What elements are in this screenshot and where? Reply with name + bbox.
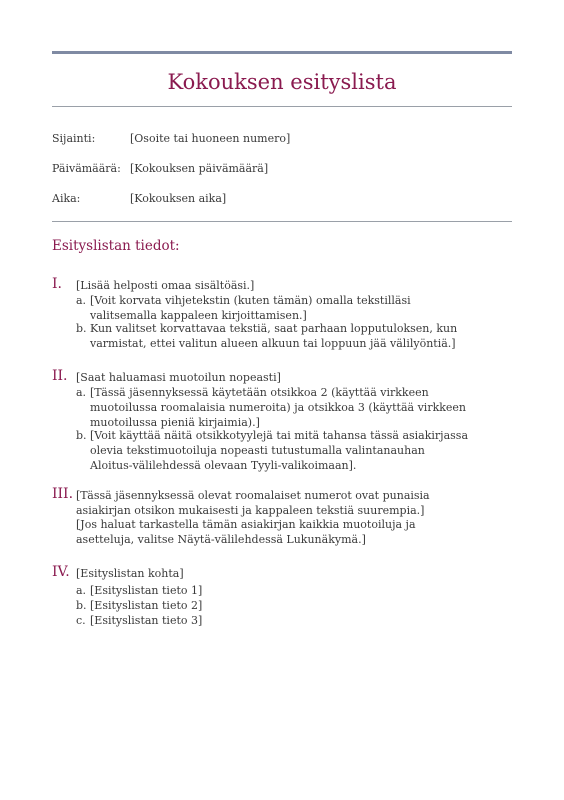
sub-letter: c. [76,614,86,627]
meta-value: [Kokouksen päivämäärä] [130,162,269,175]
sub-text: [Esityslistan tieto 1] [90,584,203,597]
sub-letter: a. [76,584,87,597]
section-heading: Esityslistan tiedot: [52,238,180,254]
meta-divider [52,221,512,222]
sub-text: Kun valitset korvattavaa tekstiä, saat parhaan lopputuloksen, kun varmistat, ettei valitun alueen alkuun tai loppuun jää välilyöntiä.] [90,322,458,350]
agenda-item-text: [Saat haluamasi muotoilun nopeasti] [76,371,281,384]
meta-value: [Kokouksen aika] [130,192,227,205]
roman-numeral: IV. [52,564,70,580]
meta-label: Päivämäärä: [52,162,121,175]
sub-text: [Voit korvata vihjetekstin (kuten tämän) omalla tekstilläsi valitsemalla kappaleen kirjoittamisen.] [90,294,411,322]
sub-text: [Tässä jäsennyksessä käytetään otsikkoa 2 (käyttää virkkeen muotoilussa roomalaisia numeroita) ja otsikkoa 3 (käyttää virkkeen muotoilussa pieniä kirjaimia).] [90,386,467,429]
sub-letter: b. [76,429,87,442]
agenda-item-text: [Lisää helposti omaa sisältöäsi.] [76,279,255,292]
meta-label: Aika: [52,192,81,205]
sub-text: [Voit käyttää näitä otsikkotyylejä tai mitä tahansa tässä asiakirjassa olevia tekstimuotoiluja nopeasti tutustumalla valintanauhan Aloitus-välilehdessä olevaan Tyyli-valikoimaan]. [90,429,468,472]
agenda-item-text: [Tässä jäsennyksessä olevat roomalaiset numerot ovat punaisia asiakirjan otsikon mukaisesti ja kappaleen tekstiä suurempia.] [76,489,430,517]
top-rule [52,51,512,54]
sub-letter: a. [76,294,87,307]
sub-letter: b. [76,599,87,612]
title-divider [52,106,512,107]
meta-label: Sijainti: [52,132,96,145]
roman-numeral: I. [52,276,62,292]
sub-text: [Esityslistan tieto 3] [90,614,203,627]
sub-text: [Esityslistan tieto 2] [90,599,203,612]
roman-numeral: III. [52,486,74,502]
document-title: Kokouksen esityslista [167,70,397,94]
sub-letter: a. [76,386,87,399]
agenda-item-note: [Jos haluat tarkastella tämän asiakirjan kaikkia muotoiluja ja asetteluja, valitse Näytä-välilehdessä Lukunäkymä.] [76,518,416,546]
meta-value: [Osoite tai huoneen numero] [130,132,291,145]
roman-numeral: II. [52,368,68,384]
sub-letter: b. [76,322,87,335]
agenda-item-text: [Esityslistan kohta] [76,567,184,580]
